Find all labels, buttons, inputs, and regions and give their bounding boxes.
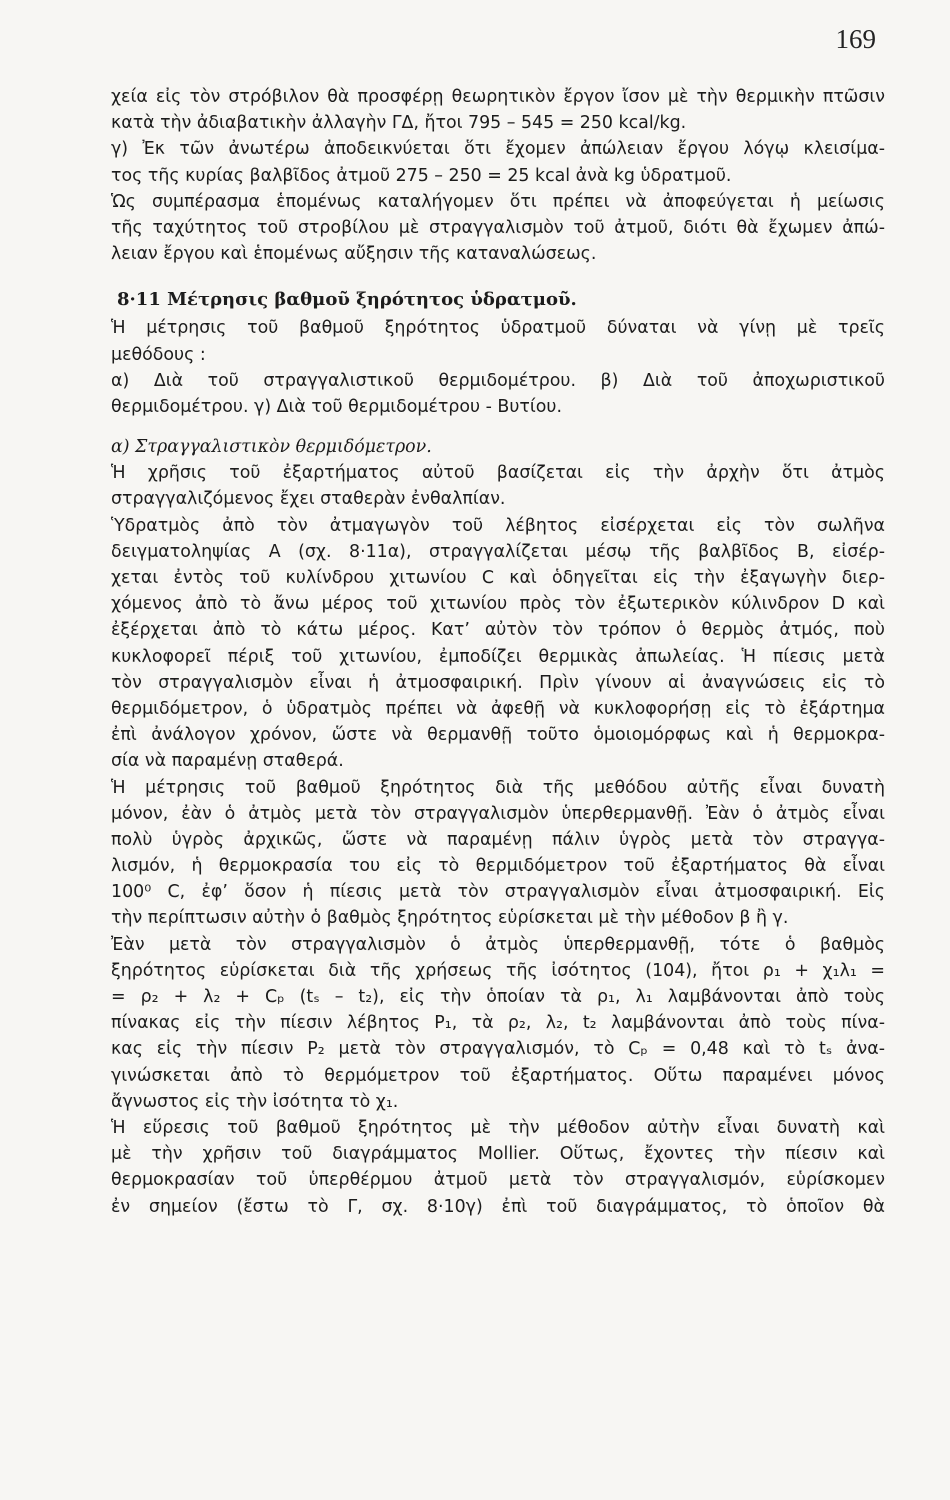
text-line: λειαν ἔργου καὶ ἑπομένως αὔξησιν τῆς καταναλώσεως. xyxy=(111,244,597,265)
section-heading: 8·11 Μέτρησις βαθμοῦ ξηρότητος ὑδρατμοῦ. xyxy=(117,289,577,311)
text-line: Ὑδρατμὸς ἀπὸ τὸν ἀτμαγωγὸν τοῦ λέβητος εἰσέρχεται εἰς τὸν σωλῆνα xyxy=(111,515,885,536)
text-line: κυκλοφορεῖ πέριξ τοῦ χιτωνίου, ἐμποδίζει θερμικὰς ἀπωλείας. Ἡ πίεσις μετὰ xyxy=(111,646,885,667)
text-line: στραγγαλιζόμενος ἔχει σταθερὰν ἐνθαλπίαν. xyxy=(111,489,506,510)
text-line: μεθόδους : xyxy=(111,344,206,365)
text-line: Ἡ χρῆσις τοῦ ἐξαρτήματος αὐτοῦ βασίζεται εἰς τὴν ἀρχὴν ὅτι ἀτμὸς xyxy=(111,463,885,484)
text-line: = ρ₂ + λ₂ + Cₚ (tₛ – t₂), εἰς τὴν ὁποίαν τὰ ρ₁, λ₁ λαμβάνονται ἀπὸ τοὺς xyxy=(111,987,885,1007)
text-line: α) Διὰ τοῦ στραγγαλιστικοῦ θερμιδομέτρου. β) Διὰ τοῦ ἀποχωριστικοῦ xyxy=(111,370,885,391)
text-line: Ἡ μέτρησις τοῦ βαθμοῦ ξηρότητος ὑδρατμοῦ δύναται νὰ γίνῃ μὲ τρεῖς xyxy=(111,318,885,339)
text-line: ἄγνωστος εἰς τὴν ἰσότητα τὸ χ₁. xyxy=(111,1091,399,1112)
text-line: μόνον, ἐὰν ὁ ἀτμὸς μετὰ τὸν στραγγαλισμὸν ὑπερθερμανθῇ. Ἐὰν ὁ ἀτμὸς εἶναι xyxy=(111,803,885,824)
text-line: θερμοκρασίαν τοῦ ὑπερθέρμου ἀτμοῦ μετὰ τὸν στραγγαλισμόν, εὑρίσκομεν xyxy=(111,1170,885,1191)
paragraph-block-2 xyxy=(111,315,885,420)
text-line: πίνακας εἰς τὴν πίεσιν λέβητος P₁, τὰ ρ₂, λ₂, t₂ λαμβάνονται ἀπὸ τοὺς πίνα- xyxy=(111,1013,885,1034)
text-line: τος τῆς κυρίας βαλβῖδος ἀτμοῦ 275 – 250 = 25 kcal ἀνὰ kg ὑδρατμοῦ. xyxy=(111,165,732,186)
text-line: θερμιδομέτρου. γ) Διὰ τοῦ θερμιδομέτρου - Βυτίου. xyxy=(111,396,563,417)
text-line: χόμενος ἀπὸ τὸ ἄνω μέρος τοῦ χιτωνίου πρὸς τὸν ἐξωτερικὸν κύλινδρον D καὶ xyxy=(111,594,885,615)
page-body xyxy=(111,84,885,1220)
text-line: ἐπὶ ἀνάλογον χρόνον, ὥστε νὰ θερμανθῇ τοῦτο ὁμοιομόρφως καὶ ἡ θερμοκρα- xyxy=(111,725,885,746)
text-line: σία νὰ παραμένῃ σταθερά. xyxy=(111,751,344,772)
text-line: Ἡ εὕρεσις τοῦ βαθμοῦ ξηρότητος μὲ τὴν μέθοδον αὐτὴν εἶναι δυνατὴ καὶ xyxy=(111,1117,885,1138)
subsection-title: α) Στραγγαλιστικὸν θερμιδόμετρον. xyxy=(111,437,432,458)
text-line: γινώσκεται ἀπὸ τὸ θερμόμετρον τοῦ ἐξαρτήματος. Οὕτω παραμένει μόνος xyxy=(111,1065,885,1086)
text-line: ἐξέρχεται ἀπὸ τὸ κάτω μέρος. Κατ’ αὐτὸν τὸν τρόπον ὁ θερμὸς ἀτμός, ποὺ xyxy=(111,620,885,641)
text-line: κας εἰς τὴν πίεσιν P₂ μετὰ τὸν στραγγαλισμόν, τὸ Cₚ = 0,48 καὶ τὸ tₛ ἀνα- xyxy=(111,1039,885,1060)
paragraph-block-3 xyxy=(111,460,885,1219)
page-number: 169 xyxy=(835,24,876,54)
text-line: Ἐὰν μετὰ τὸν στραγγαλισμὸν ὁ ἀτμὸς ὑπερθερμανθῇ, τότε ὁ βαθμὸς xyxy=(111,934,885,955)
text-line: Ὡς συμπέρασμα ἑπομένως καταλήγομεν ὅτι πρέπει νὰ ἀποφεύγεται ἡ μείωσις xyxy=(111,191,885,212)
text-line: χεται ἐντὸς τοῦ κυλίνδρου χιτωνίου C καὶ ὁδηγεῖται εἰς τὴν ἐξαγωγὴν διερ- xyxy=(111,568,885,588)
text-line: τὴν περίπτωσιν αὐτὴν ὁ βαθμὸς ξηρότητος εὑρίσκεται μὲ τὴν μέθοδον β ἢ γ. xyxy=(111,908,789,929)
text-line: λισμόν, ἡ θερμοκρασία του εἰς τὸ θερμιδόμετρον τοῦ ἐξαρτήματος θὰ εἶναι xyxy=(111,856,885,877)
text-line: τὸν στραγγαλισμὸν εἶναι ἡ ἀτμοσφαιρική. Πρὶν γίνουν αἱ ἀναγνώσεις εἰς τὸ xyxy=(111,672,885,693)
text-line: ἐν σημείον (ἔστω τὸ Γ, σχ. 8·10γ) ἐπὶ τοῦ διαγράμματος, τὸ ὁποῖον θὰ xyxy=(111,1196,885,1217)
text-line: ξηρότητος εὑρίσκεται διὰ τῆς χρήσεως τῆς ἰσότητος (104), ἤτοι ρ₁ + χ₁λ₁ = xyxy=(111,960,885,981)
text-line: χεία εἰς τὸν στρόβιλον θὰ προσφέρῃ θεωρητικὸν ἔργον ἴσον μὲ τὴν θερμικὴν πτῶσιν xyxy=(111,87,885,107)
paragraph-block-1 xyxy=(111,84,885,267)
text-line: πολὺ ὑγρὸς ἀρχικῶς, ὥστε νὰ παραμένῃ πάλιν ὑγρὸς μετὰ τὸν στραγγα- xyxy=(111,829,885,850)
text-line: δειγματοληψίας Α (σχ. 8·11α), στραγγαλίζεται μέσῳ τῆς βαλβῖδος Β, εἰσέρ- xyxy=(111,541,885,562)
text-line: γ) Ἐκ τῶν ἀνωτέρω ἀποδεικνύεται ὅτι ἔχομεν ἀπώλειαν ἔργου λόγῳ κλεισίμα- xyxy=(111,139,885,160)
text-line: Ἡ μέτρησις τοῦ βαθμοῦ ξηρότητος διὰ τῆς μεθόδου αὐτῆς εἶναι δυνατὴ xyxy=(111,777,885,798)
text-line: μὲ τὴν χρῆσιν τοῦ διαγράμματος Mollier. Οὕτως, ἔχοντες τὴν πίεσιν καὶ xyxy=(111,1144,885,1165)
text-line: 100⁰ C, ἐφ’ ὅσον ἡ πίεσις μετὰ τὸν στραγγαλισμὸν εἶναι ἀτμοσφαιρική. Εἰς xyxy=(111,882,885,903)
text-line: τῆς ταχύτητος τοῦ στροβίλου μὲ στραγγαλισμὸν τοῦ ἀτμοῦ, διότι θὰ ἔχωμεν ἀπώ- xyxy=(111,217,885,238)
text-line: θερμιδόμετρον, ὁ ὑδρατμὸς πρέπει νὰ ἀφεθῇ νὰ κυκλοφορήσῃ εἰς τὸ ἐξάρτημα xyxy=(111,698,885,719)
text-line: κατὰ τὴν ἀδιαβατικὴν ἀλλαγὴν ΓΔ, ἤτοι 795 – 545 = 250 kcal/kg. xyxy=(111,113,687,134)
